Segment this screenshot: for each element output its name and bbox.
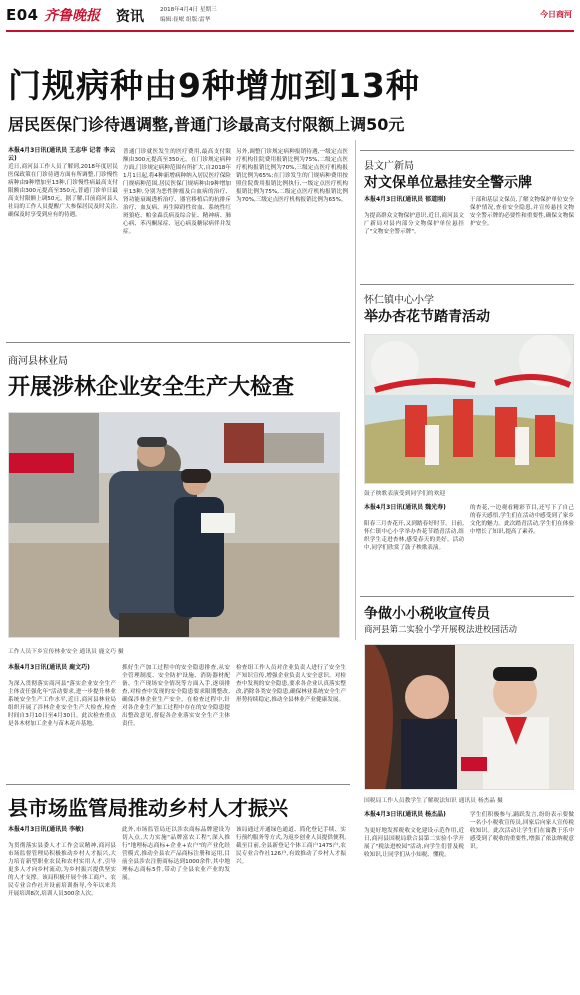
tax-body-col2: 学生们积极参与,踊跃发言,纷纷表示要做一名小小税收宣传员,回家后向家人宣传税收知识。此次活动让学生们在寓教于乐中感受到了税收的重要性,增强了依法纳税意识。 (470, 812, 574, 850)
safety-headline: 对文保单位悬挂安全警示牌 (364, 175, 532, 191)
safety-body-col2: 干部和基层文保员,了解文物保护单位安全保护情况,查看安全隐患,并宣传悬挂文物安全警示牌的必要性和重要性,确保文物保护安全。 (470, 197, 574, 227)
forest-byline: 本报4月3日讯(通讯员 鹿文巧) (8, 664, 90, 671)
forest-photo-caption: 工作人员下乡宣传林业安全 通讯员 鹿文巧 摄 (8, 649, 124, 655)
edition-name: 今日商河 (540, 10, 572, 19)
market-headline: 县市场监管局推动乡村人才振兴 (8, 796, 288, 820)
lead-body-col3: 另外,调整门诊规定病种报销待遇,一级定点医疗机构住院费用报销比例为75%,二级定点医疗机构报销比例为70%,三级定点医疗机构报销比例为65%;在门诊发生的门规病种费用按照住院费用报销比例执行,一级定点医疗机构报销比例为75%,二级定点医疗机构报销比例为70%,三级定点医疗机构报销比例为65%。 (236, 149, 348, 203)
lead-subheadline: 居民医保门诊待遇调整,普通门诊最高支付限额上调50元 (8, 115, 405, 134)
divider (360, 596, 574, 597)
tax-headline: 争做小小税收宣传员 (364, 606, 490, 622)
forest-headline: 开展涉林企业安全生产大检查 (8, 375, 295, 400)
festival-kicker: 怀仁镇中心小学 (364, 295, 434, 306)
forest-body-col3: 检查组工作人员对企业负责人进行了安全生产知识宣传,增强企业负责人安全意识。对检查中发现的安全隐患,要求各企业认真落实整改,消除各类安全隐患,确保林业系统安全生产形势持续稳定,推动全县林业产业健康发展。 (236, 665, 346, 703)
masthead-logo: 齐鲁晚报 (44, 8, 100, 24)
festival-photo (364, 334, 574, 484)
section-label: 资讯 (116, 9, 144, 25)
festival-headline: 举办杏花节踏青活动 (364, 309, 490, 325)
festival-photo-caption: 鼓子秧歌表演受到同学们的欢迎 (364, 491, 446, 497)
issue-date: 2018年4月4日 星期三 (160, 7, 217, 13)
tax-body-col1: 为更好地发挥税收文化建设示范作用,近日,商河县国税局联合县第二实验小学开展了"税法进校园"活动,向学生们普及税收知识,让同学们从小知税、懂税。 (364, 828, 464, 858)
divider (360, 150, 574, 151)
forest-body-col2: 抓好生产加工过程中的安全隐患排查,从安全管理制度、安全防护设施、消防器材配备、生产现场安全情况等方面入手,逐项排查,对检查中发现的安全隐患要求限期整改,确保涉林企业生产安全。在检查过程中,针对各企业生产加工过程中存在的安全隐患提出整改意见,督促各企业落实安全生产主体责任。 (122, 665, 230, 727)
lead-byline: 本报4月3日讯(通讯员 王志华 记者 李云云) (8, 147, 116, 162)
festival-byline: 本报4月3日讯(通讯员 魏光寿) (364, 504, 446, 511)
header-rule (6, 30, 574, 32)
column-divider (355, 140, 356, 640)
divider (6, 342, 350, 343)
forest-photo (8, 412, 340, 638)
market-body-col1: 为贯彻落实县委人才工作会议精神,商河县市场监督管理局积极推动乡村人才振兴,大力培育新型职业农民和农村实用人才,引导更多人才向乡村流动,为乡村振兴提供坚实的人才支撑。该局积极开展个体工商户、农民专业合作社开设前培训指导,今年以来共开展培训8次,培训人员300余人次。 (8, 843, 116, 897)
page-number: E04 (6, 6, 39, 24)
safety-byline: 本报4月3日讯(通讯员 郁道刚) (364, 196, 446, 203)
lead-body-col2: 普通门诊就医发生的医疗费用,最高支付限额由300元提高至350元。在门诊规定病种方面,门诊规定病种范围有所扩大,自2018年1月1日起,将4种新增病种纳入居民医疗保险门规病种范围,居民医保门规病种由9种增加至13种,分别为恶性肿瘤及白血病的治疗、肾功能衰竭透析治疗、器官移植后的抗排斥治疗、血友病、再生障碍性贫血、系统性红斑狼疮、帕金森氏病及综合征、精神病、肺心病、苯丙酮尿症、冠心病及糖尿病伴并发症。 (123, 149, 231, 235)
divider (360, 284, 574, 285)
lead-body-col1: 近日,商河县工作人员了解到,2018年度居民医保政策在门诊待遇方面有所调整,门诊慢性病种由9种增加至13种,门诊慢性病最高支付限额由300元提高至350元,普通门诊单日最高支付限额上调50元。据了解,目前商河县人社局的工作人员提醒广大参保居民及时关注,确保及时享受到应有的待遇。 (8, 164, 118, 218)
market-body-col3: 该局通过开通绿色通道、简化登记手续、实行预约服务等方式,为返乡创业人员提供便利,截至目前,全县新登记个体工商户1475户,农民专业合作社126户,有效推动了乡村人才振兴。 (236, 827, 346, 865)
tax-subheadline: 商河县第二实验小学开展税法进校园活动 (364, 625, 518, 635)
tax-byline: 本报4月3日讯(通讯员 杨杰晶) (364, 811, 446, 818)
festival-body-col1: 阳春三月杏花开,又到踏春好时节。日前,怀仁镇中心小学举办杏花节踏青活动,组织学生走进杏林,感受春天的美好。活动中,同学们欣赏了鼓子秧歌表演。 (364, 521, 464, 551)
tax-photo (364, 644, 574, 790)
forest-kicker: 商河县林业局 (8, 356, 68, 367)
safety-body-col1: 为提高群众文物保护意识,近日,商河县文广新局对县内部分文物保护单位悬挂了"文物安全警示牌"。 (364, 213, 464, 235)
market-byline: 本报4月3日讯(通讯员 李敏) (8, 826, 84, 833)
divider (6, 784, 350, 785)
tax-photo-caption: 国税局工作人员教学生了解税法知识 通讯员 杨杰晶 摄 (364, 798, 503, 804)
safety-kicker: 县文广新局 (364, 161, 414, 172)
market-body-col2: 此外,市场监管局还以涉农商标品牌建设为切入点,大力实施"品牌富农工程",深入推行"地理标志商标+企业+农户"的产业化经营模式,推动全县农产品商标注册和运用,目前全县涉农注册商标达到1000余件,其中地理标志商标5件,带动了全县农业产业的发展。 (122, 827, 230, 881)
editor-credits: 编辑:崔岷 组版:雷华 (160, 17, 211, 23)
lead-headline: 门规病种由9种增加到13种 (8, 66, 420, 105)
festival-body-col2: 的杏花,一边观看精彩节目,还写下了自己的春天感悟,学生们在活动中感受到了家乡文化的魅力。此次踏青活动,学生们在体验中增长了知识,提高了素养。 (470, 505, 574, 535)
forest-body-col1: 为深入贯彻落实商河县"落实企业安全生产主体责任强化年"活动要求,进一步提升林业系统安全生产工作水平,近日,商河县林业局组织开展了涉林企业安全生产大检查,检查时间自3月10日至4月30日。此次检查重点是各木材加工企业与苗木花卉基地。 (8, 681, 116, 727)
